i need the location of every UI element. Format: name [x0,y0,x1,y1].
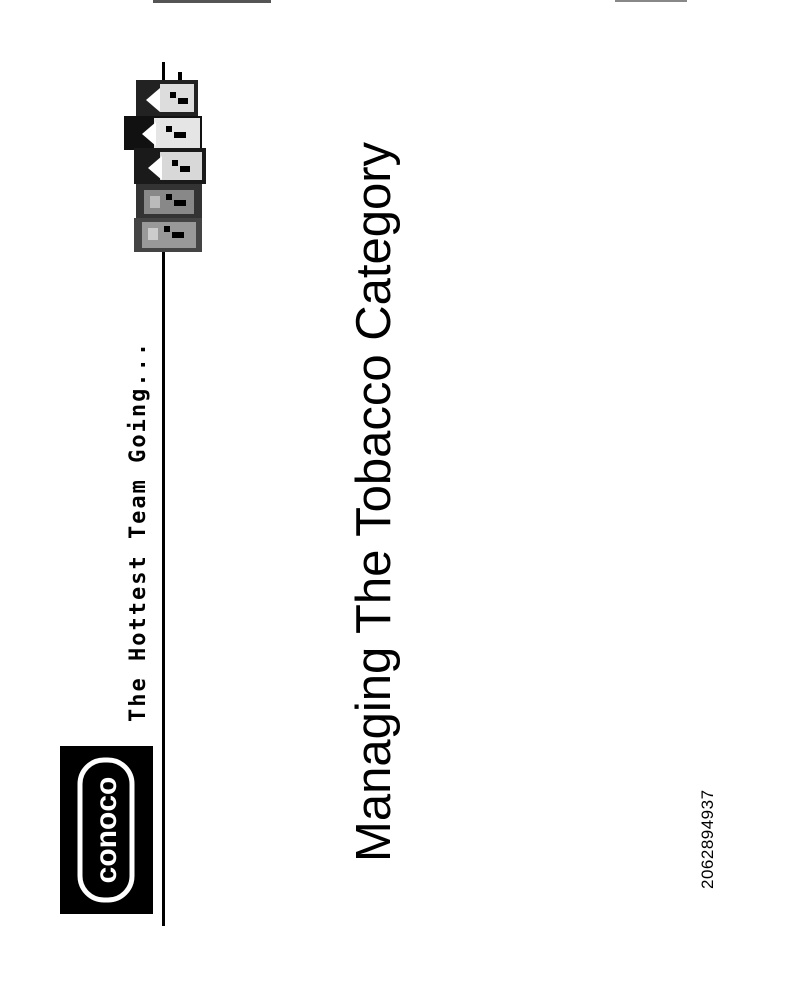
pack-2 [124,116,202,150]
scan-mark [153,0,271,3]
pack-1 [136,80,198,118]
conoco-logo-icon [60,746,153,914]
cigarette-packs-icon [120,72,210,262]
cigarette-packs-illustration [120,72,210,262]
tagline: The Hottest Team Going... [126,340,151,722]
pack-3 [134,148,206,184]
conoco-logo [60,746,153,914]
document-number: 2062894937 [698,789,717,889]
pack-4 [136,184,202,220]
page-title: Managing The Tobacco Category [347,141,401,862]
pack-5 [134,218,202,252]
logo-brand-text: conoco [90,776,123,884]
scan-mark [615,0,687,2]
